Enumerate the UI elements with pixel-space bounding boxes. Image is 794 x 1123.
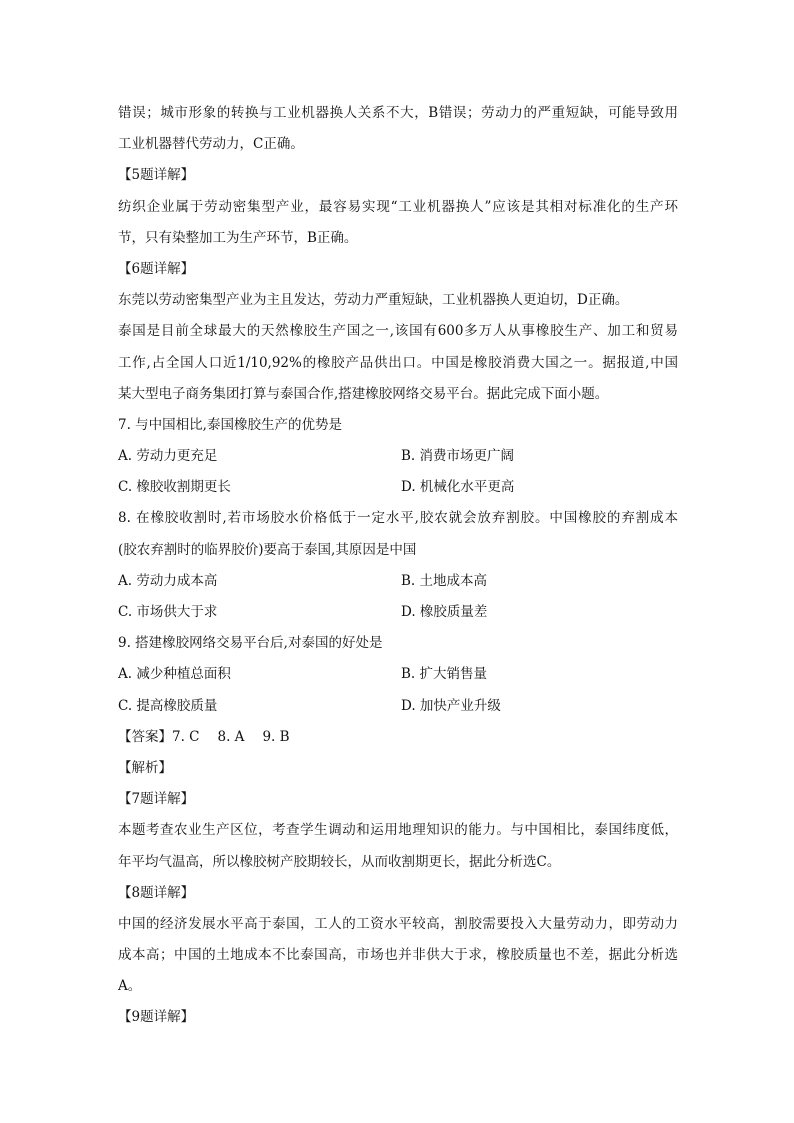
answer-label: 【答案】 xyxy=(118,728,172,745)
q7-detail-line: 年平均气温高，所以橡胶树产胶期较长，从而收割期更长，据此分析选C。 xyxy=(118,853,561,870)
analysis-label: 【解析】 xyxy=(118,759,172,776)
question-9-options-row xyxy=(118,659,678,690)
question-8-stem: 8. 在橡胶收割时,若市场胶水价格低于一定水平,胶农就会放弃割胶。中国橡胶的弃割成本 xyxy=(118,510,678,527)
q6-detail-header: 【6题详解】 xyxy=(118,260,195,277)
document-content xyxy=(118,98,678,1034)
option-d: D. 橡胶质量差 xyxy=(401,604,488,620)
question-7-options-row xyxy=(118,441,678,472)
answer-item: 9. B xyxy=(262,728,290,745)
question-8-stem: (胶农弃割时的临界胶价)要高于泰国,其原因是中国 xyxy=(118,541,417,558)
question-9-options-row xyxy=(118,691,678,722)
passage-line: 工作,占全国人口近1/10,92%的橡胶产品供出口。中国是橡胶消费大国之一。据报道,中国 xyxy=(118,354,678,371)
q8-detail-line: 成本高；中国的土地成本不比泰国高，市场也并非供大于求，橡胶质量也不差，据此分析选 xyxy=(118,947,678,964)
question-8-options-row xyxy=(118,566,678,597)
q5-detail-line: 纺织企业属于劳动密集型产业，最容易实现“工业机器换人”应该是其相对标准化的生产环 xyxy=(118,198,678,215)
q5-detail-line: 节，只有染整加工为生产环节，B正确。 xyxy=(118,229,358,246)
answer-item: 8. A xyxy=(217,728,245,745)
question-7-options-row xyxy=(118,472,678,503)
explanation-line: 工业机器替代劳动力，C正确。 xyxy=(118,136,304,153)
passage-line: 泰国是目前全球最大的天然橡胶生产国之一,该国有600多万人从事橡胶生产、加工和贸易 xyxy=(118,323,678,340)
explanation-line: 错误；城市形象的转换与工业机器换人关系不大，B错误；劳动力的严重短缺，可能导致用 xyxy=(118,105,678,121)
answer-item: 7. C xyxy=(172,728,200,745)
q8-detail-line: 中国的经济发展水平高于泰国，工人的工资水平较高，割胶需要投入大量劳动力，即劳动力 xyxy=(118,915,678,932)
q5-detail-header: 【5题详解】 xyxy=(118,167,195,184)
option-d: D. 机械化水平更高 xyxy=(401,479,515,496)
q8-detail-header: 【8题详解】 xyxy=(118,884,195,901)
option-c: C. 提高橡胶质量 xyxy=(118,697,218,714)
option-c: C. 市场供大于求 xyxy=(118,604,218,620)
passage-line: 某大型电子商务集团打算与泰国合作,搭建橡胶网络交易平台。据此完成下面小题。 xyxy=(118,385,609,402)
option-a: A. 减少种植总面积 xyxy=(118,666,231,683)
q7-detail-line: 本题考查农业生产区位，考查学生调动和运用地理知识的能力。与中国相比，泰国纬度低， xyxy=(118,822,678,839)
option-b: B. 消费市场更广阔 xyxy=(401,448,515,465)
option-d: D. 加快产业升级 xyxy=(401,697,501,714)
option-b: B. 土地成本高 xyxy=(401,572,488,589)
q7-detail-header: 【7题详解】 xyxy=(118,791,195,808)
q9-detail-header: 【9题详解】 xyxy=(118,1009,195,1026)
q8-detail-line: A。 xyxy=(118,978,142,995)
option-a: A. 劳动力成本高 xyxy=(118,572,218,589)
question-7-stem: 7. 与中国相比,泰国橡胶生产的优势是 xyxy=(118,416,342,433)
option-b: B. 扩大销售量 xyxy=(401,666,488,683)
option-a: A. 劳动力更充足 xyxy=(118,448,218,465)
answer-line xyxy=(118,722,678,753)
question-9-stem: 9. 搭建橡胶网络交易平台后,对泰国的好处是 xyxy=(118,635,383,652)
option-c: C. 橡胶收割期更长 xyxy=(118,479,231,496)
question-8-options-row xyxy=(118,597,678,628)
q6-detail-line: 东莞以劳动密集型产业为主且发达，劳动力严重短缺，工业机器换人更迫切，D正确。 xyxy=(118,292,629,309)
